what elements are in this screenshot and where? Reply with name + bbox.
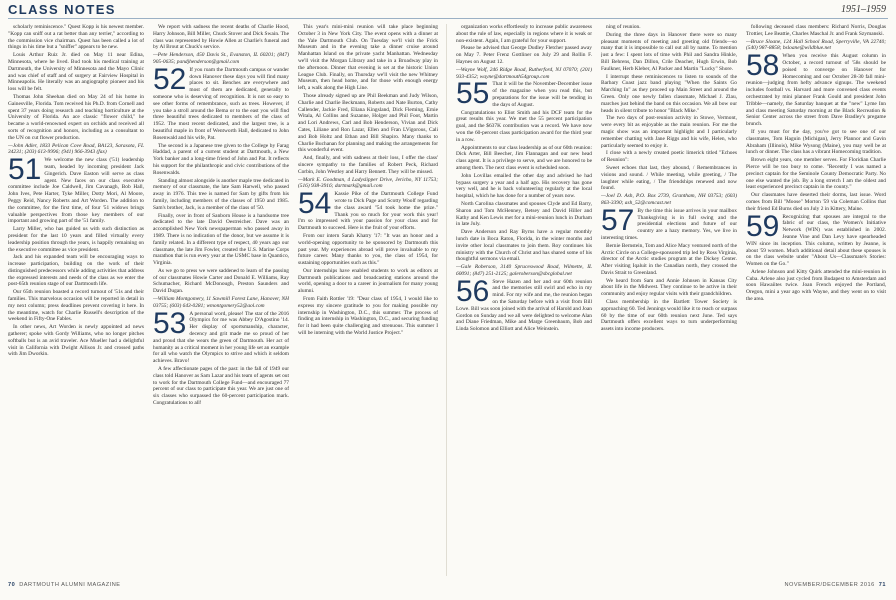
note-text: I interrupt these reminiscences to listen to sounds of the Barbary Coast jazz band playing "When the Saints Go Marching In" as they proceed up Main Street and around the Green. Only one newly fallen classmate, Michael J. Zlau, marches just behind the band on this occasion. We all bow our heads in silent tribute to honor "Black Mike.": [601, 73, 737, 114]
page-number-right: 71: [878, 582, 886, 588]
note-paragraph: [456, 24, 592, 44]
class-entry-paragraph: [153, 306, 289, 365]
issue-date: NOVEMBER/DECEMBER 2016: [784, 582, 875, 588]
note-paragraph: [746, 129, 886, 156]
note-text: Please be advised that George Dudley Fletcher passed away on May 7. Peter Frenz Gottliner on July 29 and Rollin F. Haynes on August 12.: [456, 45, 592, 65]
note-paragraph: [8, 289, 144, 323]
note-paragraph: [8, 52, 144, 93]
note-paragraph: [153, 24, 289, 51]
note-text: If you must for the day, you've got to see one of our classmates, Tom Haguin (Michigan), Jerry Plannor and Gavin Abraham (Illinois), Mike Wysong (Maine), you may well be at lunch or dinner. The class has a vibrant Homecoming tradition.: [746, 128, 886, 156]
note-text: Louis Arthur Ruiz Jr. died on May 11 near Edina, Minnesota, where he lived. Bud took his medical training at Dartmouth, the University of Minnesota and the Mayo Clinic and was chief of staff and of surgery at Fairview Hospital in Minneapolis. He literally was an angiography pioneer and his loss will be felt.: [8, 52, 144, 93]
note-text: Our classmates have deserted their dorms, last issue. Word comes from Bill "Moose" Morton '59 via Coleman Collins that their friend Ed Burns died on July 2 in Kittery, Maine.: [746, 192, 886, 212]
note-text: A few affectionate pages of the past: in the fall of 1949 our class told Hanover as Sam Lazar and his team of agents set out to work for the Dartmouth College Fund—and encouraged 77 percent of our class to participate this year. We are just one of six classes who surpassed the 60-percent participation mark. Congratulations to all!: [153, 366, 289, 407]
note-paragraph: [153, 366, 289, 407]
note-text: The two days of post-reunion activity in Stowe, Vermont, were every bit as enjoyable as the main reunion. For me the magic show was an important highlight and I particularly remember chatting with Jane Riggs and his wife, Helen, who particularly seemed to enjoy it.: [601, 115, 737, 149]
class-year-numeral: 54: [298, 187, 332, 221]
note-text: ning of reunion.: [606, 24, 641, 30]
note-paragraph: [456, 145, 592, 172]
note-text: During the three days in Hanover there were so many pleasant moments of meeting and greeting old friends—so many that it is impossible to call out all by name. To mention just a few: I spent lots of time with Phil and Sandra Hinkle, Bill Behrens, Dan Dillon, Crile Deacher, Hugh Erwin, Bob Faulkner, Herb Kleber, Al Packer and Martin "Lucky" Shore.: [601, 31, 737, 72]
class-entry-paragraph: [456, 274, 592, 333]
class-entry-paragraph: [153, 62, 289, 142]
note-text: Thomas John Sheehan died on May 24 of his home in Gainesville, Florida. Tom received his Ph.D. from Cornell and spent 37 years doing research and teaching horticulture at the University of Florida. An ace classic "flower child," he became a world-renowned expert on orchids and received all sorts of recognition and honors, including as a consultant to the UN on cut flower production.: [8, 93, 144, 141]
class-year-numeral: 51: [8, 153, 42, 187]
note-text: Brown eight years, one member serves. For Floridian Charlie Pierce will be too busy to come. "Recently I was named a precinct captain for the Seminole County Democratic Party. No one else wanted the job. By a long stretch I am the oldest and least experienced precinct captain in the county.": [746, 157, 886, 191]
note-text: We welcome the new class ('51) leadership team, headed by incoming president Jack Gingerich. Dave Easton will serve as class agent. New faces on our class executive committee include Joe Caldwell, Jim Cavanagh, Bob Hall, John Ives, Pete Harter, Tyke Miller, Dotty Mori, Al Moore, Peggy Reid, Nancy Roberts and Art Worden. The addition to the committee, for the first time, of four '51 widows brings valuable perspectives from those key members of our important and growing part of the '51 family.: [8, 157, 144, 225]
note-text: A personal word, please! The star of the 2016 Olympics for me was Abbey D'Agostino '14. Her display of sportsmanship, character, decency and grit made me so proud of her and proud that she wears the green of Dartmouth. Her act of humanity as a critical moment in her young life set an example for all who watch the Olympics to strive and which it seldom achieves. Bravo!: [153, 310, 289, 365]
text-column-2: [153, 24, 289, 576]
note-paragraph: [601, 24, 737, 31]
text-column-4: [456, 24, 592, 576]
note-paragraph: [746, 24, 886, 38]
text-column-6: [746, 24, 886, 576]
note-text: I close with a newly created poetic limerick titled "Echoes of Reunion":: [601, 150, 737, 164]
class-entry-paragraph: [746, 49, 886, 128]
note-text: Congratulations to Eliot Smith and his DCF team for the great results this year. We met the 55 percent participation goal, and the $637K contribution was a record. We have now won the 60-percent class participation award for the third year in a row.: [456, 109, 592, 143]
note-paragraph: [601, 299, 737, 333]
note-text: John Lovillas emailed the other day and advised he had bypass surgery a year and a half ago. His recovery has gone very well, and he is back volunteering regularly at the local hospital, which he has done for a number of years now.: [456, 172, 592, 200]
class-year-numeral: 53: [153, 306, 187, 340]
class-entry-paragraph: [746, 209, 886, 268]
note-paragraph: [601, 74, 737, 115]
note-paragraph: [153, 143, 289, 177]
note-paragraph: [746, 157, 886, 191]
note-paragraph: [153, 213, 289, 267]
note-text: organization works effortlessly to increase public awareness about the rule of law, especially in regions where it is weak or non-existent. Again, I am grateful for your support.: [456, 24, 592, 44]
note-text: Dave Anderson and Ray Byrns have a regular monthly lunch date in Boca Raton, Florida, in the winter months and invite other local classmates to join them. Roy continues his ministry with the Church of Christ and has shared some of his thoughtful sermons via email.: [456, 229, 592, 263]
note-text: As we go to press we were saddened to learn of the passing of our classmates Howie Carter and Donald E. Williams, Ray Schumacher, Richard McDonough, Preston Saunders and David Dugan.: [153, 267, 289, 295]
note-text: Our 65th reunion boasted a record turnout of '51s and their families. This marvelous occasion will be reported in detail in my next column; press deadlines prevent covering it here. In the meantime, watch for Charlie Russell's description of the weekend in Fifty-One Fables.: [8, 289, 144, 323]
class-secretary-signature: —Pete Henderson, 450 Davis St., Evanston, IL 60201; (847) 905-0635; pandjhenderson@gmail.com: [153, 52, 289, 65]
class-secretary-signature: —Wayne Wolf, 246 Ridge Road, Rutherford, NJ 07070; (201) 933-4352; wayne@dartmouth54group.com: [456, 66, 592, 80]
magazine-name: DARTMOUTH ALUMNI MAGAZINE: [19, 582, 121, 588]
class-secretary-signature: —William Montgomery, 11 Sawmill Forest Lane, Hanover, NH 03755; (603) 643-0281; wmontgomery52@aol.com: [153, 296, 289, 309]
note-paragraph: [456, 45, 592, 65]
note-text: scholarly reminiscence." Quest Kopp is his newest member. "Kopp can sniff out a rat better than any terrier," according to the commission vice chairman. Quest has been called a lot of things in his time but a "sniffer" appears to be new.: [8, 24, 144, 51]
note-text: Arlene Johnson and Kitty Quirk attended the mini-reunion in Cuba. Arlene also just cycled from Budapest to Amsterdam and soon Hawaiites twice. Joan French enjoyed the Portland, Oregon, mini a year ago with Wayne, and they went on to visit the area.: [746, 268, 886, 303]
note-text: We report with sadness the recent deaths of Charlie Hood, Harry Johnson, Bill Miller, Chuck Stover and Dick Swain. The class was represented by Howie Allen at Charlie's funeral and by Al Brout at Chuck's service.: [153, 24, 289, 51]
class-entry-paragraph: [8, 153, 144, 225]
note-text: Recognizing that spouses are integral to the fabric of our class, the Women's Initiative Network (WIN) was established in 2002. Jeanne Vine and Dan Levy have spearheaded WIN since its inception. This column, written by Jeanne, is about '59 women. Much additional detail about these spouses is on the class website under "About Us—Classmate's Stories: Women on the Go.": [746, 213, 886, 268]
note-paragraph: [456, 229, 592, 263]
footer-left: [8, 582, 121, 588]
note-paragraph: [153, 268, 289, 295]
class-year-numeral: 59: [746, 209, 780, 243]
page-header: [0, 0, 896, 24]
note-text: Kassie Pike of the Dartmouth College Fund wrote to Dick Page and Scotty Woolf regarding the class award "54 took home the prize." Thank you so much for your work this year! I'm so impressed with your passion for your class and for Dartmouth to succeed. Here is the fruit of your efforts.: [298, 191, 438, 232]
note-text: Bernie Bernstein, Tom and Alice Macy ventured north of the Arctic Circle on a College-sponsored trip led by Ross Virginia, director of the Arctic studies program at the Dickey Center. After visiting Iqaluit in the Canadian north, they crossed the Davis Strait to Greenland.: [601, 242, 737, 276]
class-entry-paragraph: [601, 203, 737, 242]
section-title: CLASS NOTES: [8, 2, 116, 17]
note-paragraph: [8, 226, 144, 253]
note-text: Jack and his expanded team will be encouraging ways to increase participation, building on the work of their distinguished predecessors while adding activities that address the expressed interests and needs of the class as we enter the post-65th reunion stage of our Dartmouth life.: [8, 254, 144, 288]
note-text: And, finally, and with sadness at their loss, I offer the class' sincere sympathy to the families of Robert Peck, Richard Corbin, John Westley and Harry Bennett. They will be missed.: [298, 155, 438, 175]
note-text: Class membership in the Bartlett Tower Society is approaching 60. Ted Jennings would like it to reach or surpass 60 by the time of our 60th reunion next June. Ted says Dartmouth offers excellent ways to turn underperforming assets into income producers.: [601, 299, 737, 333]
note-text: North Carolina classmates and spouses Clyde and Ed Barry, Sharon and Tom McHenney, Betsey and David Hiller and Kathy and Ken Lewis met for a mini-reunion lunch in Durham in late July.: [456, 200, 592, 228]
note-text: Finally, over in front of Sanborn House is a handsome tree dedicated to the late David Oestreicher. Dave was an accomplished New York newspaperman who passed away in 1989. There is no indication of the donor, but we assume it is family related. In a different type of respect, 40 years ago our classmate, the late Jim Fowler, created the U.S. Marine Corps marathon that is run every year at the USMC base in Quantico, Virginia.: [153, 212, 289, 267]
note-text: Larry Miller, who has guided us with such distinction as president for the last 10 years and filled virtually every leadership position through the years, is happily remaining on the executive committee as vice president.: [8, 226, 144, 253]
note-paragraph: [601, 165, 737, 192]
class-year-numeral: 52: [153, 62, 187, 96]
class-secretary-signature: —Mark E. Goodman, 4 Ladyslipper Drive, Jericho, NY 11753; (516) 938-3916; dartmark@gmail.com: [298, 176, 438, 190]
note-paragraph: [8, 324, 144, 358]
header-rule: [8, 18, 888, 19]
text-column-5: [601, 24, 737, 576]
note-text: From Faith Rottler '19: "Dear class of 1954, I would like to express my sincere gratitude to you for making possible my internship in Washington, D.C., this summer. The process of finding an internship in Washington, D.C., and securing funding for it had been quite challenging and strenuous. This summer I will be interning with the World Justice Project.": [298, 296, 438, 337]
note-text: Those already signed up are Phil Beekman and Judy Wilson, Charlie and Charlie Beckmann, Roberts and Nate Burton, Cathy Callender, Jackie Fred, Eliana Kingsland, Dick Fleming, Ernie Witala, Al Collins and Suzanne, Holger and Phil Foot, Martin and Lori Andrews, Carl and Bob Henderson, Vivian and Dick Cates, Liliane and Ron Lazar, Ellen and Fran LVigorous, Cali and Bob Holtz and Ethan and Bill Shapiro. Many thanks to Charlie Buchanan for planning and making the arrangements for this wonderful event.: [298, 92, 438, 154]
note-paragraph: [456, 110, 592, 144]
note-paragraph: [298, 93, 438, 154]
note-paragraph: [298, 233, 438, 267]
note-paragraph: [298, 268, 438, 295]
class-entry-paragraph: [298, 187, 438, 232]
text-column-1: [8, 24, 144, 576]
note-text: following deceased class members: Richard Norris, Douglas Trottier, Lee Beattie, Charles Maschal Jr. and Frank Szymanski.: [746, 24, 886, 37]
note-text: When you receive this August column in October, a record turnout of '58s should be poised to converge on Hanover for Homecoming and our October 28-30 fall mini-reunion—judging from hefty advance signups. The weekend includes football vs. Harvard and more convened class events orchestrated by mini planner Frank Gould and president John Tribble—namely, the Saturday banquet at the "new" Lyme Inn and class meeting Saturday morning at the Black Recreation & Senior Center across the street from Dave Bradley's pregame brunch.: [746, 53, 886, 128]
note-paragraph: [601, 243, 737, 277]
note-text: Standing almost alongside is another maple tree dedicated in memory of our classmate, the late Sam Harwell, who passed away in 1976. This tree is named for Sam by gifts from his family, including members of the classes of 1950 and 1985. Sam's brother, Jack, is a member of the class of '50.: [153, 177, 289, 211]
class-entry-paragraph: [456, 77, 592, 111]
class-secretary-signature: —John Adler, 1833 Pelican Cove Road, BA123, Sarasota, FL 34231; (203) 613-9996; (941) 966-3943 (fax): [8, 142, 144, 156]
note-paragraph: [601, 278, 737, 298]
note-text: Sweet echoes that last, they abound, / Remembrances in visions and sound. / While meeting, while greeting, / The laughter while eating, / The friendships renewed and now found.: [601, 164, 737, 192]
class-year-numeral: 55: [456, 77, 490, 111]
page-gutter: [446, 24, 447, 576]
note-paragraph: [298, 296, 438, 337]
note-paragraph: [8, 254, 144, 288]
note-paragraph: [601, 115, 737, 149]
note-text: Appointments to our class leadership as of our 60th reunion: Dick Arter, Bill Beecher, Jim Flannagan and our new head class agent. It is a privilege to serve, and we are honored to be among them. The next class event is scheduled soon.: [456, 144, 592, 171]
note-paragraph: [601, 32, 737, 73]
note-text: Our internships have enabled students to work as editors at Dartmouth publications and broadcasting stations around the world, opening a door to a career in journalism for many young alumni.: [298, 267, 438, 295]
class-years-range: 1951–1959: [841, 4, 886, 15]
note-paragraph: [456, 173, 592, 200]
note-text: That it will be the November-December issue of the magazine when you read this, but preparations for the issue will be tending in the days of August.: [492, 81, 592, 108]
note-text: We heard from Sam and Annie Johnsen in Kansas City about life in the Midwest. They continue to be active in their community and enjoy regular visits with their grandchildren.: [601, 277, 737, 298]
note-paragraph: [8, 24, 144, 51]
note-paragraph: [746, 192, 886, 212]
note-paragraph: [298, 24, 438, 92]
class-year-numeral: 58: [746, 49, 780, 83]
page-number-left: 70: [8, 582, 16, 588]
note-text: The second is a Japanese tree given to the College by Farag Haddad, a parent of a current student at Dartmouth, a New York banker and a long-time friend of John and Pat. It reflects his support for the philanthropic and civic contributions of the Rosenwalds.: [153, 142, 289, 176]
note-text: From our intern Sarah Khatry '17: "It was an honor and a world-opening opportunity to be sponsored by Dartmouth this past year. My experiences abroad will prove invaluable to my future career. Many thanks to you, the class of 1954, for sustaining opportunities such as this.": [298, 232, 438, 267]
note-text: If you roam the Dartmouth campus or wander down Hanover these days you will find many places to sit. Benches are everywhere and most of them are dedicated, generally to someone who is deserving of recognition. It is not so easy to see other forms of remembrance, such as trees. However, if you take a stroll around the Bema or to the east you will find three beautiful trees dedicated to members of the class of 1952. The most recent dedicated, and the largest tree, is a beautiful maple in front of Wentworth Hall, dedicated to John Rosenwald and his wife, Pat.: [153, 66, 289, 141]
note-text: This year's mini-mini reunion will take place beginning October 3 in New York City. The event opens with a dinner at the Yale Dartmouth Club. On Tuesday we'll visit the Frick Museum and in the evening take a dinner cruise around Manhattan Island on the private yacht Manhattan. Wednesday we'll visit the Morgan Library and take in a Broadway play in the afternoon. Dinner that evening is set at the historic Union League Club. Finally, on Thursday we'll visit the new Whitney Museum, then head home, and for those with enough energy left, a walk along the High Line.: [298, 24, 438, 92]
class-secretary-signature: —Gale Roberson, 3140 Spruceswood Road, Wilmette, IL 60091; (847) 251-2125; galeroberson@sbcglobal.net: [456, 264, 592, 277]
class-year-numeral: 57: [601, 203, 635, 237]
note-text: By the time this issue arrives in your mailbox Thanksgiving is in full swing and the presidential elections and future of our country are a hazy memory. Yes, we live in interesting times.: [601, 207, 737, 241]
footer-right: [784, 582, 886, 588]
class-secretary-signature: —Joel D. Ash, P.O. Box 2739, Grantham, NH 03753; (603) 863-3390; ash_52@comcast.net: [601, 193, 737, 206]
note-paragraph: [8, 94, 144, 142]
note-text: Steve Hazen and her and our 60th reunion and the memories still swirl and echo in my mind. For my wife and me, the reunion began on the Saturday before with a visit from Bill Lowe. Bill was soon joined with the arrival of Harold and Joan Gordon on Sunday and we all were delighted to welcome Alan and Diane Friedman, Mike and Marge Greenbaum, Bob and Linda Solomon and Elliott and Alice Weinstein.: [456, 278, 592, 333]
class-secretary-signature: —Bruce Sloane, 124 Hall School Road, Sperryville, VA 22740; (540) 987-8858; bsloane@wildblue.net: [746, 38, 886, 52]
note-paragraph: [298, 155, 438, 175]
note-paragraph: [746, 269, 886, 303]
text-column-3: [298, 24, 438, 576]
note-paragraph: [601, 150, 737, 164]
note-paragraph: [456, 201, 592, 228]
note-text: In other news, Art Worden is newly appointed ad news gatherer; spoke with Gordy Williams, who no longer pitches softballs but is an avid traveler. Ace Mueller had a delightful visit in California with Dwight Allison Jr. and crossed paths with Jim Dworkin.: [8, 324, 144, 358]
note-paragraph: [153, 178, 289, 212]
class-year-numeral: 56: [456, 274, 490, 308]
